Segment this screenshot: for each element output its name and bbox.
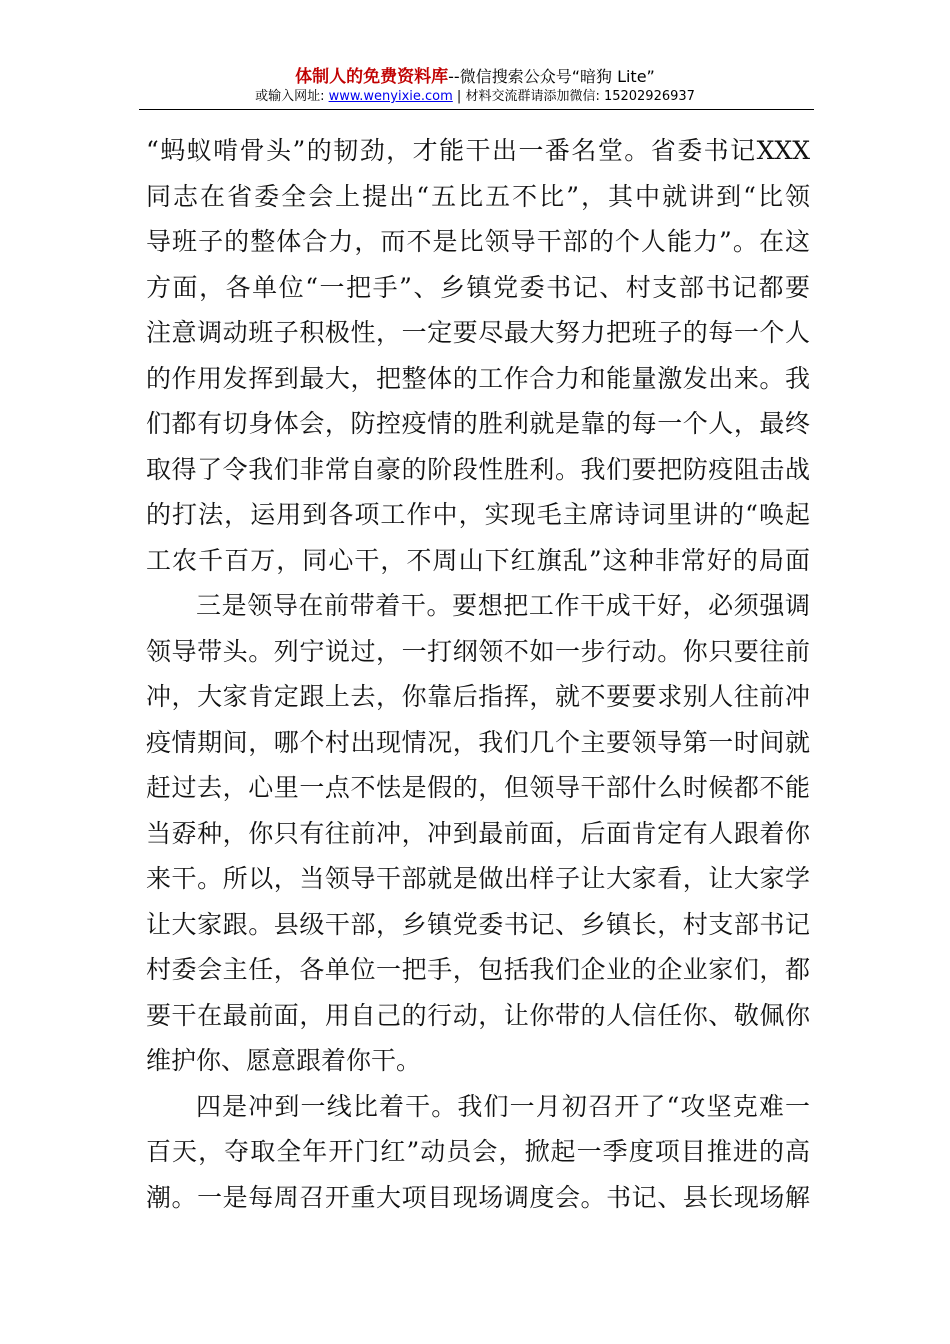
text-line: 四是冲到一线比着干。我们一月初召开了“攻坚克难一 bbox=[196, 1091, 810, 1121]
text-line: 潮。一是每周召开重大项目现场调度会。书记、县长现场解 bbox=[146, 1182, 810, 1212]
text-line: 的作用发挥到最大，把整体的工作合力和能量激发出来。我 bbox=[146, 363, 810, 393]
text-line: 们都有切身体会，防控疫情的胜利就是靠的每一个人，最终 bbox=[146, 409, 810, 438]
header-line-2 bbox=[0, 88, 950, 106]
brand-title: 体制人的免费资料库 bbox=[295, 67, 449, 87]
text-line: 来干。所以，当领导干部就是做出样子让大家看，让大家学 bbox=[146, 864, 810, 893]
text-line: 工农千百万，同心干，不周山下红旗乱”这种非常好的局面 bbox=[146, 545, 810, 575]
text-line: 让大家跟。县级干部，乡镇党委书记、乡镇长，村支部书记 bbox=[146, 909, 810, 939]
header-line-1 bbox=[0, 66, 950, 88]
document-body bbox=[146, 128, 810, 1220]
site-prefix: 或输入网址: bbox=[255, 89, 329, 104]
text-line: 三是领导在前带着干。要想把工作干成干好，必须强调 bbox=[196, 591, 810, 620]
text-line: 疫情期间，哪个村出现情况，我们几个主要领导第一时间就 bbox=[146, 727, 810, 757]
site-link[interactable]: www.wenyixie.com bbox=[328, 89, 453, 104]
text-line: 方面，各单位“一把手”、乡镇党委书记、村支部书记都要 bbox=[146, 272, 810, 302]
text-line: 维护你、愿意跟着你干。 bbox=[146, 1046, 422, 1075]
text-line: 的打法，运用到各项工作中，实现毛主席诗词里讲的“唤起 bbox=[146, 500, 810, 529]
text-line: 赶过去，心里一点不怯是假的，但领导干部什么时候都不能 bbox=[146, 773, 810, 802]
header-divider bbox=[139, 109, 814, 110]
text-line: 百天，夺取全年开门红”动员会，掀起一季度项目推进的高 bbox=[146, 1137, 810, 1166]
text-line: 领导带头。列宁说过，一打纲领不如一步行动。你只要往前 bbox=[146, 636, 810, 666]
text-line: 冲，大家肯定跟上去，你靠后指挥，就不要要求别人往前冲 bbox=[146, 682, 810, 711]
text-line: 要干在最前面，用自己的行动，让你带的人信任你、敬佩你 bbox=[146, 1000, 810, 1030]
text-line: 取得了令我们非常自豪的阶段性胜利。我们要把防疫阻击战 bbox=[146, 454, 810, 484]
text-line: 导班子的整体合力，而不是比领导干部的个人能力”。在这 bbox=[146, 227, 810, 256]
text-line: 村委会主任，各单位一把手，包括我们企业的企业家们，都 bbox=[146, 955, 810, 984]
text-line: 同志在省委全会上提出“五比五不比”，其中就讲到“比领 bbox=[146, 181, 810, 211]
page-header bbox=[0, 66, 950, 106]
text-line: 当孬种，你只有往前冲，冲到最前面，后面肯定有人跟着你 bbox=[146, 818, 810, 848]
text-line: 注意调动班子积极性，一定要尽最大努力把班子的每一个人 bbox=[146, 318, 810, 347]
wechat-hint: --微信搜索公众号“暗狗 Lite” bbox=[448, 67, 655, 86]
contact-info: | 材料交流群请添加微信: 15202926937 bbox=[452, 89, 695, 104]
text-line: “蚂蚁啃骨头”的韧劲，才能干出一番名堂。省委书记XXX bbox=[146, 136, 810, 165]
